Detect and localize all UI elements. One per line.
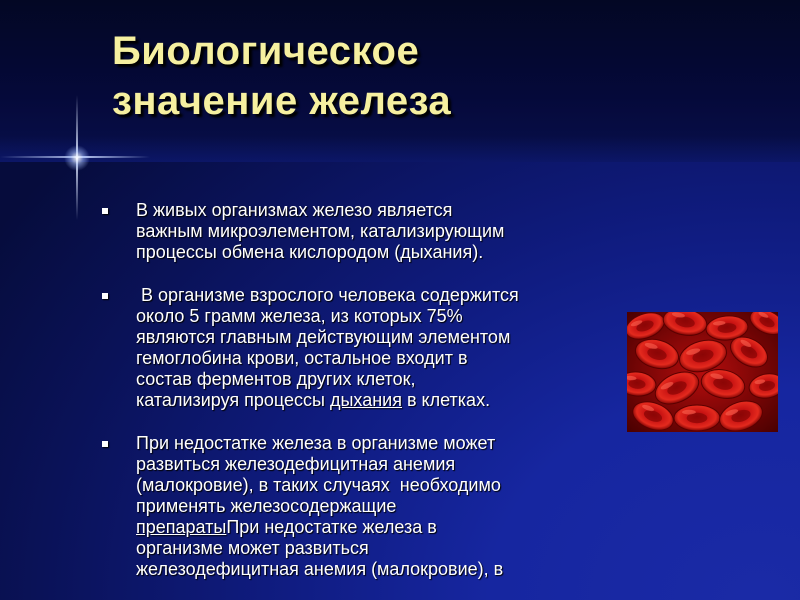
bullet-line: важным микроэлементом, катализирующим <box>136 221 505 241</box>
square-bullet-icon <box>102 208 108 214</box>
breathing-link[interactable]: дыхания <box>329 390 402 410</box>
bullet-line: В живых организмах железо является <box>136 200 453 220</box>
bullet-line: состав ферментов других клеток, <box>136 369 416 389</box>
bullet-item <box>100 285 620 411</box>
slide-title-line: значение железа <box>112 79 452 123</box>
medications-link[interactable]: препараты <box>136 517 227 537</box>
bullet-line: процессы обмена кислородом (дыхания). <box>136 242 484 262</box>
bullet-line: применять железосодержащие <box>136 496 397 516</box>
square-bullet-icon <box>102 293 108 299</box>
square-bullet-icon <box>102 441 108 447</box>
bullet-text: При недостатке железа в <box>226 517 437 537</box>
bullet-line: около 5 грамм железа, из которых 75% <box>136 306 463 326</box>
slide-title-line: Биологическое <box>112 29 420 73</box>
bullet-text: в клетках. <box>401 390 491 410</box>
bullet-text: катализируя процессы <box>136 390 330 410</box>
slide-title <box>112 26 752 126</box>
bullet-line: При недостатке железа в организме может <box>136 433 496 453</box>
bullet-line: железодефицитная анемия (малокровие), в <box>136 559 504 579</box>
bullet-line <box>136 517 620 538</box>
bullet-item <box>100 200 620 263</box>
bullet-line <box>136 390 620 411</box>
bullet-list <box>100 200 620 600</box>
red-blood-cells-photo <box>627 312 778 432</box>
bullet-line: организме может развиться <box>136 538 369 558</box>
bullet-line: В организме взрослого человека содержится <box>136 285 519 305</box>
bullet-line: развиться железодефицитная анемия <box>136 454 456 474</box>
bullet-item <box>100 433 620 580</box>
bullet-line: (малокровие), в таких случаях необходимо <box>136 475 501 495</box>
bullet-line: являются главным действующим элементом <box>136 327 511 347</box>
bullet-line: гемоглобина крови, остальное входит в <box>136 348 468 368</box>
red-blood-cells-icon <box>627 312 778 432</box>
